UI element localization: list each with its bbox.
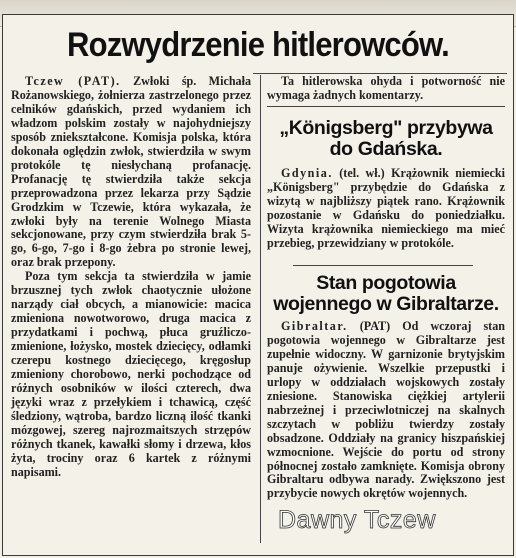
article-hitler-column <box>11 75 251 480</box>
konigsberg-headline: „Königsberg" przybywa do Gdańska. <box>279 117 493 160</box>
article-paragraph: Tczew (PAT). Zwłoki śp. Michała Rożanowskiego, żołnierza zastrzelonego przez celników gdańskich, przed wydaniem ich władzom polskim zostały w najohydniejszy sposób zniekształcone. Komisja polska, która dokonała oględzin zwłok, stwierdziła w swym protokóle tę niesłychaną profanację. Profanację tę stwierdziła także sekcja przeprowadzona przez lekarza przy Sądzie Grodzkim w Tczewie, która wykazała, że zwłoki były na terenie Wolnego Miasta sekcjonowane, przy czym stwierdziła brak 5-go, 6-go, 7-go i 8-go żebra po stronie lewej, oraz brak przepony. <box>11 74 252 270</box>
article-hitler-continuation <box>267 75 505 103</box>
watermark: Dawny Tczew <box>278 506 436 534</box>
dateline: Tczew (PAT). <box>25 74 121 88</box>
article-paragraph: Gibraltar. (PAT) Od wczoraj stan pogotowia wojennego w Gibraltarze jest zupełnie widoczny. W garnizonie brytyjskim panuje ożywienie. Wszelkie przepustki i urlopy w oddziałach wojskowych zostały zniesione. Stanowiska ciężkiej artylerii nabrzeżnej i przeciwlotniczej na skalnych szczytach w pobliżu twierdzy zostały obsadzone. Oddziały na granicy hiszpańskiej wzmocnione. Wejście do portu od strony północnej zostało zamknięte. Komisja obrony Gibraltaru odbywa narady. Zwiększono jest przybycie nowych okrętów wojennych. <box>267 319 505 501</box>
konigsberg-article <box>267 167 505 251</box>
section-rule <box>267 106 505 107</box>
article-frame <box>2 14 514 556</box>
article-paragraph: Gdynia. (tel. wł.) Krążownik niemiecki „Königsberg" przybędzie do Gdańska z wizytą w najbliższy piątek rano. Krążownik pozostanie w Gdańsku do poniedziałku. Wizyta krążownika niemieckiego ma mieć przebieg, przewidziany w protokóle. <box>267 166 506 250</box>
article-paragraph: Ta hitlerowska ohyda i potworność nie wymaga żadnych komentarzy. <box>267 74 505 102</box>
main-headline: Rozwydrzenie hitlerowców. <box>67 25 449 64</box>
gibraltar-headline: Stan pogotowia wojennego w Gibraltarze. <box>273 272 499 315</box>
gibraltar-article <box>267 320 505 501</box>
section-rule <box>293 265 473 266</box>
article-paragraph: Poza tym sekcja ta stwierdziła w jamie brzusznej tych zwłok chaotycznie ułożone narządy ciał obcych, a mianowicie: macica zmieniona nowotworowo, druga macica z przydatkami i pochwą, płuca gruźliczo-zmienione, łożysko, mostek dziecięcy, odłamki czerepu kostnego dziecięcego, kręgosłup zmieniony chorobowo, nerki pochodzące od różnych osobników w ilości czterech, dwa języki wraz z przełykiem i tchawicą, część śledziony, wątroba, bardzo liczną ilość tkanki mózgowej, szereg najrozmaitszych strzępów różnych tkanek, kawałki słomy i drzewa, kłos żyta, trociny oraz 6 kartek z różnymi napisami. <box>11 269 251 479</box>
column-divider <box>260 75 261 543</box>
dateline: Gibraltar. <box>281 319 348 333</box>
dateline: Gdynia. <box>281 166 333 180</box>
